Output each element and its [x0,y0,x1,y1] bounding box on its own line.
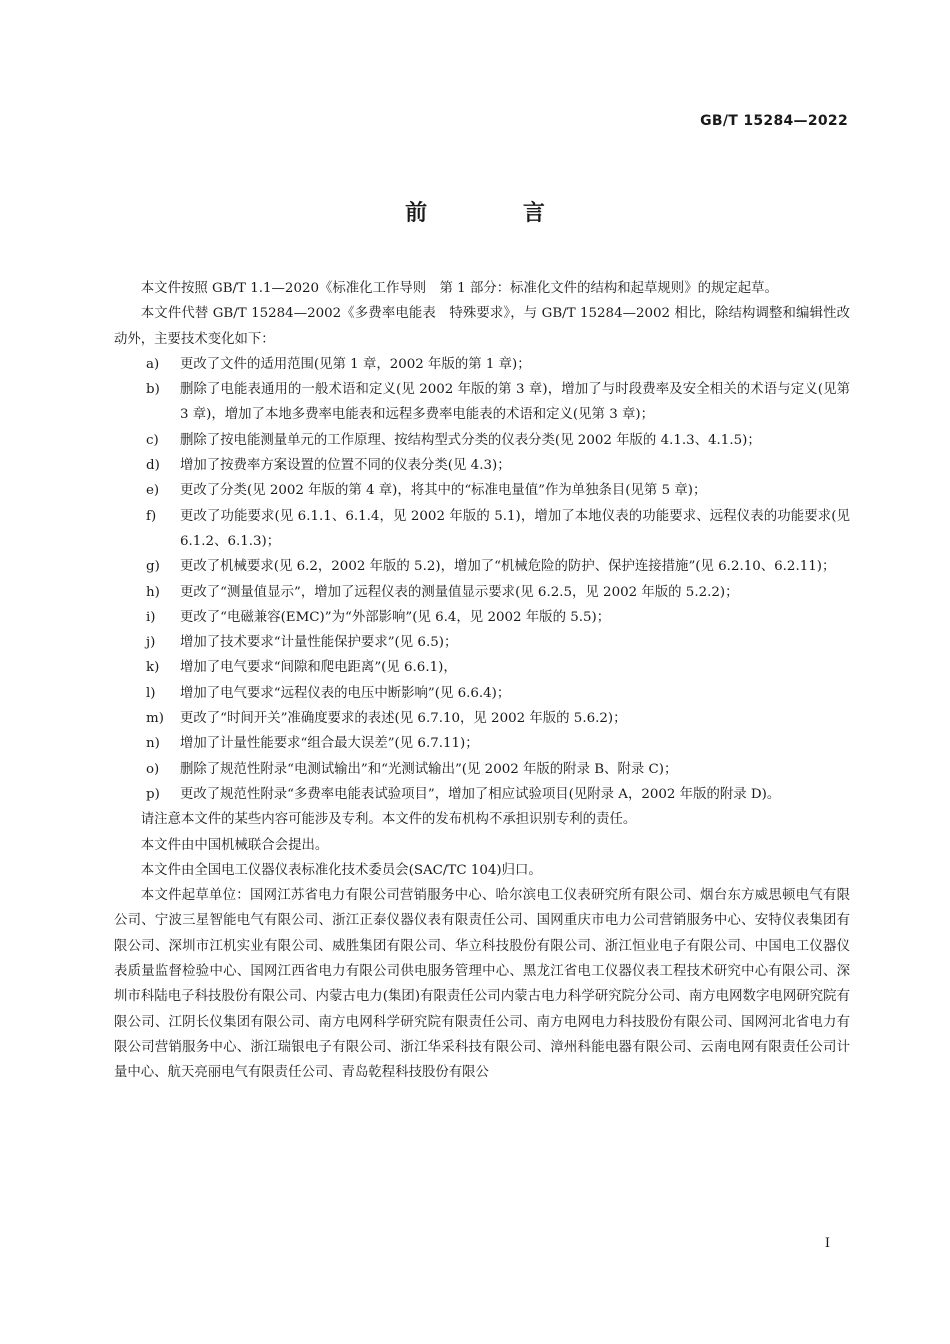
list-item-l [114,681,850,706]
document-body [114,276,850,1086]
list-mark: a) [146,356,160,372]
list-item-b [114,377,850,428]
list-text: 更改了分类(见 2002 年版的第 4 章)，将其中的“标准电量值”作为单独条目(见第 5 章)； [180,483,707,499]
list-item-f [114,504,850,555]
list-text: 删除了电能表通用的一般术语和定义(见 2002 年版的第 3 章)，增加了与时段费率及安全相关的术语与定义(见第 3 章)，增加了本地多费率电能表和远程多费率电能表的术语和定义(见第 3 章)； [180,382,850,423]
list-text: 更改了功能要求(见 6.1.1、6.1.4，见 2002 年版的 5.1)，增加了本地仪表的功能要求、远程仪表的功能要求(见 6.1.2、6.1.3)； [180,508,850,549]
list-mark: p) [146,786,160,802]
list-text: 删除了按电能测量单元的工作原理、按结构型式分类的仪表分类(见 2002 年版的 4.1.3、4.1.5)； [180,432,761,448]
list-text: 删除了规范性附录“电测试输出”和“光测试输出”(见 2002 年版的附录 B、附录 C)； [180,761,678,777]
list-mark: f) [146,508,157,524]
list-mark: o) [146,761,160,777]
list-mark: j) [146,635,156,651]
list-text: 更改了规范性附录“多费率电能表试验项目”，增加了相应试验项目(见附录 A，2002 年版的附录 D)。 [180,786,781,802]
list-text: 更改了“时间开关”准确度要求的表述(见 6.7.10，见 2002 年版的 5.6.2)； [180,711,627,727]
list-mark: i) [146,609,156,625]
list-text: 更改了“测量值显示”，增加了远程仪表的测量值显示要求(见 6.2.5，见 2002 年版的 5.2.2)； [180,584,739,600]
list-text: 增加了技术要求“计量性能保护要求”(见 6.5)； [180,635,458,651]
proposer-statement: 本文件由中国机械联合会提出。 [140,837,329,853]
standard-number: GB/T 15284—2022 [700,113,848,129]
list-item-a [114,352,850,377]
list-text: 增加了电气要求“远程仪表的电压中断影响”(见 6.6.4)； [180,685,511,701]
committee-statement: 本文件由全国电工仪器仪表标准化技术委员会(SAC/TC 104)归口。 [140,862,542,878]
list-item-k [114,655,850,680]
list-item-d [114,453,850,478]
list-mark: d) [146,458,160,474]
intro-paragraph-1: 本文件按照 GB/T 1.1—2020《标准化工作导则 第 1 部分：标准化文件的结构和起草规则》的规定起草。 [140,281,778,296]
list-text: 更改了“电磁兼容(EMC)”为“外部影响”(见 6.4，见 2002 年版的 5.5)； [180,609,611,625]
list-item-h [114,580,850,605]
list-mark: c) [146,432,159,448]
list-text: 增加了按费率方案设置的位置不同的仪表分类(见 4.3)； [180,458,511,474]
intro-paragraph-2: 本文件代替 GB/T 15284—2002《多费率电能表 特殊要求》，与 GB/T 15284—2002 相比，除结构调整和编辑性改动外，主要技术变化如下： [114,306,850,347]
list-item-m [114,706,850,731]
list-text: 更改了机械要求(见 6.2，2002 年版的 5.2)，增加了“机械危险的防护、保护连接措施”(见 6.2.10、6.2.11)； [180,559,836,575]
list-item-p [114,782,850,807]
list-item-n [114,731,850,756]
list-mark: b) [146,382,160,398]
list-item-i [114,605,850,630]
list-item-e [114,478,850,503]
page-title: 前 言 [405,201,589,226]
list-item-g [114,554,850,579]
list-text: 更改了文件的适用范围(见第 1 章，2002 年版的第 1 章)； [180,356,531,372]
list-item-j [114,630,850,655]
list-mark: l) [146,685,156,701]
list-item-c [114,428,850,453]
list-mark: h) [146,584,160,600]
list-mark: e) [146,483,160,499]
list-text: 增加了计量性能要求“组合最大误差”(见 6.7.11)； [180,736,479,752]
drafting-units: 本文件起草单位：国网江苏省电力有限公司营销服务中心、哈尔滨电工仪表研究所有限公司、烟台东方威思顿电气有限公司、宁波三星智能电气有限公司、浙江正泰仪器仪表有限责任公司、国网重庆市电力公司营销服务中心、安特仪表集团有限公司、深圳市江机实业有限公司、威胜集团有限公司、华立科技股份有限公司、浙江恒业电子有限公司、中国电工仪器仪表质量监督检验中心、国网江西省电力有限公司供电服务管理中心、黑龙江省电工仪器仪表工程技术研究中心有限公司、深圳市科陆电子科技股份有限公司、内蒙古电力(集团)有限责任公司内蒙古电力科学研究院分公司、南方电网数字电网研究院有限公司、江阴长仪集团有限公司、南方电网科学研究院有限责任公司、南方电网电力科技股份有限公司、国网河北省电力有限公司营销服务中心、浙江瑞银电子有限公司、浙江华采科技有限公司、漳州科能电器有限公司、云南电网有限责任公司计量中心、航天亮丽电气有限责任公司、青岛乾程科技股份有限公 [114,888,850,1081]
patent-notice: 请注意本文件的某些内容可能涉及专利。本文件的发布机构不承担识别专利的责任。 [140,812,637,828]
page-number: Ⅰ [824,1236,830,1251]
list-mark: n) [146,736,160,752]
list-mark: g) [146,559,160,575]
list-text: 增加了电气要求“间隙和爬电距离”(见 6.6.1)， [180,660,457,676]
list-mark: m) [146,711,164,727]
list-item-o [114,757,850,782]
list-mark: k) [146,660,160,676]
